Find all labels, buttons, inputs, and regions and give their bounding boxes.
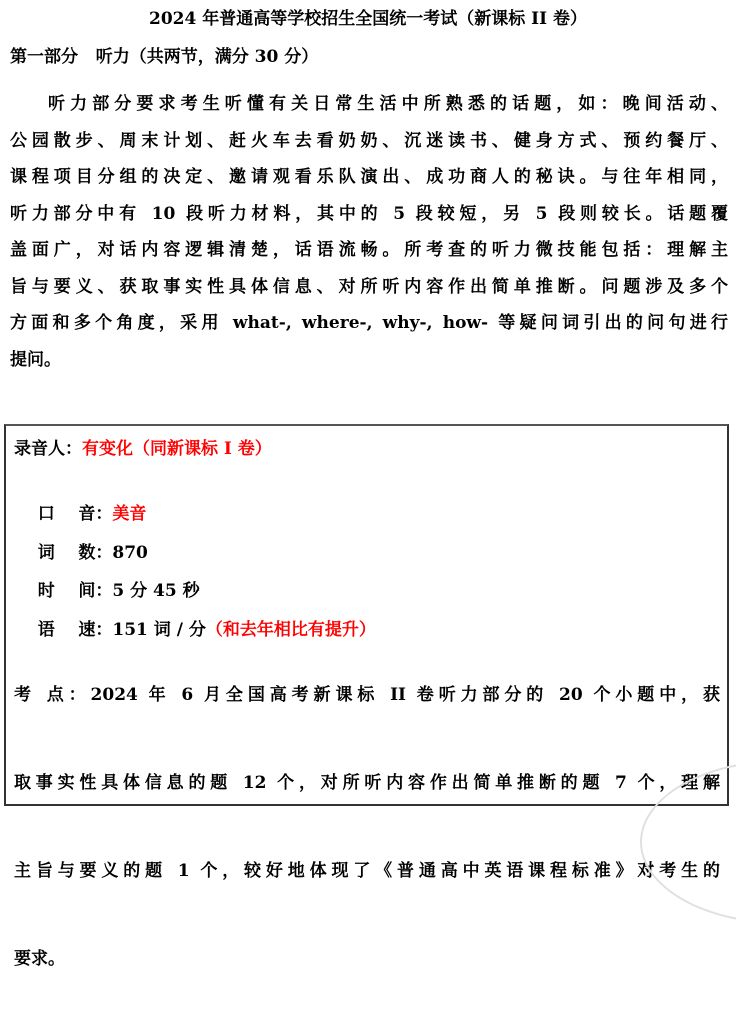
test-points-line: 取事实性具体信息的题 12 个，对所听内容作出简单推断的题 7 个，理解 [14, 773, 720, 793]
recorder-value: 有变化（同新课标 I 卷） [82, 439, 272, 459]
speech-rate-value: 151 词 / 分 [112, 620, 206, 640]
speech-rate-note: （和去年相比有提升） [205, 620, 376, 640]
recorder-label: 录音人： [14, 439, 82, 459]
intro-paragraph [10, 86, 728, 378]
listening-info-box [4, 424, 729, 969]
duration-value: 5 分 45 秒 [112, 581, 200, 601]
test-points-line: 要求。 [14, 949, 65, 969]
document-title: 2024 年普通高等学校招生全国统一考试（新课标 II 卷） [149, 9, 587, 29]
intro-line: 课程项目分组的决定、邀请观看乐队演出、成功商人的秘诀。与往年相同， [10, 167, 728, 187]
test-points-line: 主旨与要义的题 1 个，较好地体现了《普通高中英语课程标准》对考生的 [14, 861, 720, 881]
word-count-value: 870 [112, 543, 148, 563]
test-points-line [14, 682, 720, 718]
intro-line: 听力部分中有 10 段听力材料，其中的 5 段较短，另 5 段则较长。话题覆 [10, 203, 728, 224]
test-points-block [14, 630, 720, 1034]
accent-value: 美音 [112, 504, 147, 524]
accent-label: 口 音： [37, 504, 113, 524]
intro-line: 方面和多个角度，采用 what-, where-, why-, how- 等疑问词引出的问句进行 [10, 313, 728, 333]
test-points-text: 2024 年 6 月全国高考新课标 II 卷听力部分的 20 个小题中，获 [90, 685, 720, 705]
duration-label: 时 间： [37, 581, 113, 601]
recorder-row [14, 436, 272, 462]
intro-line: 公园散步、周末计划、赶火车去看奶奶、沉迷读书、健身方式、预约餐厅、 [10, 130, 728, 151]
intro-line: 提问。 [10, 349, 61, 370]
section-heading: 第一部分 听力（共两节，满分 30 分） [10, 47, 319, 67]
intro-line: 盖面广，对话内容逻辑清楚，话语流畅。所考查的听力微技能包括：理解主 [10, 240, 728, 260]
intro-line: 听力部分要求考生听懂有关日常生活中所熟悉的话题，如：晚间活动、 [48, 94, 728, 114]
speech-rate-label: 语 速： [37, 620, 113, 640]
word-count-label: 词 数： [37, 543, 113, 563]
test-points-label: 考 点： [14, 685, 91, 705]
intro-line: 旨与要义、获取事实性具体信息、对所听内容作出简单推断。问题涉及多个 [10, 276, 728, 297]
